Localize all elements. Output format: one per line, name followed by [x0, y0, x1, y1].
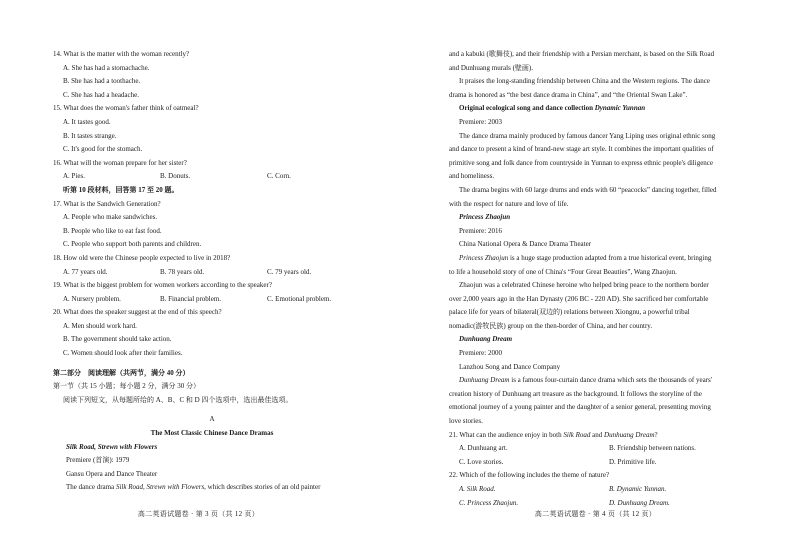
question-15: 15. What does the woman's father think of oatmeal? [53, 104, 199, 113]
option-15a: A. It tastes good. [63, 117, 111, 126]
text-line: nomadic(游牧民族) group on the then-border of China, and her country. [449, 321, 653, 330]
option-16a: A. Pies. [63, 172, 85, 181]
silk-road-paragraph [53, 481, 371, 495]
option-20a: A. Men should work hard. [63, 321, 137, 330]
section1-heading: 第一节（共 15 小题；每小题 2 分，满分 30 分） [53, 382, 200, 391]
question-19: 19. What is the biggest problem for women workers according to the speaker? [53, 281, 272, 290]
passage-label: A [209, 415, 215, 424]
option-18b: B. 78 years old. [160, 267, 205, 276]
question-14: 14. What is the matter with the woman recently? [53, 50, 190, 58]
heading-dunhuang-dream: Dunhuang Dream [459, 335, 513, 344]
italic-title: Silk Road, Strewn with Flowers [115, 483, 205, 492]
silk-road-premiere: Premiere (首演): 1979 [66, 456, 130, 465]
part2-heading: 第二部分 阅读理解（共两节，满分 40 分） [53, 368, 190, 377]
option-15b: B. It tastes strange. [63, 131, 117, 140]
option-21b: B. Friendship between nations. [609, 444, 696, 453]
passage-title: The Most Classic Chinese Dance Dramas [150, 429, 274, 438]
options-22ab [449, 483, 767, 497]
options-21ab [449, 442, 767, 456]
option-19c: C. Emotional problem. [267, 294, 332, 303]
princess-zhaojun-company: China National Opera & Dance Drama Theater [459, 240, 592, 249]
option-14a: A. She has had a stomachache. [63, 63, 150, 72]
italic-title: Dunhuang Dream [604, 430, 655, 439]
text-line [449, 374, 767, 388]
heading-silk-road: Silk Road, Strewn with Flowers [66, 442, 158, 451]
text-line: The dance drama mainly produced by famous dancer Yang Liping uses original ethnic song [459, 131, 716, 140]
option-18a: A. 77 years old. [63, 267, 108, 276]
left-column [53, 48, 371, 495]
italic-title: Princess Zhaojun [459, 253, 509, 262]
options-21cd [449, 456, 767, 470]
text-line: Zhaojun was a celebrated Chinese heroine who helped bring peace to the northern border [459, 281, 709, 290]
page-footer-right: 高二英语试题卷 · 第 4 页（共 12 页） [534, 510, 657, 518]
heading-dynamic-yunnan [449, 102, 767, 116]
text-line: to life a household story of one of China's “Four Great Beauties”, Wang Zhaojun. [449, 267, 677, 276]
text-run: , which describes stories of an old painter [204, 483, 321, 492]
text-line: It praises the long-standing friendship between China and the Western regions. The dance [459, 77, 710, 86]
option-21a: A. Dunhuang art. [459, 444, 508, 453]
option-15c: C. It's good for the stomach. [63, 145, 143, 154]
option-14b: B. She has had a toothache. [63, 77, 141, 86]
page-footer-left: 高二英语试题卷 · 第 3 页（共 12 页） [137, 510, 260, 518]
option-22d: D. Dunhuang Dream. [609, 498, 670, 507]
text-run: and [590, 430, 605, 439]
option-22a: A. Silk Road. [459, 485, 496, 493]
text-line: primitive song and folk dance from countryside in Yunnan to express ethnic people's diligence [449, 158, 714, 167]
option-20b: B. The government should take action. [63, 335, 172, 344]
reading-instruction: 阅读下列短文，从每题所给的 A、B、C 和 D 四个选项中，选出最佳选项。 [63, 395, 293, 404]
text-line: The drama begins with 60 large drums and ends with 60 “peacocks” dancing together, filled [459, 185, 717, 194]
options-16 [53, 170, 371, 184]
text-run: is a famous four-curtain dance drama which sets the thousands of years' [509, 376, 713, 385]
text-line: emotional journey of a young painter and the daughter of a senior general, presenting moving [449, 403, 711, 412]
text-run: 21. What can the audience enjoy in both [449, 430, 564, 439]
text-line: and Dunhuang murals (壁画). [449, 63, 533, 72]
heading-text: Original ecological song and dance collection [459, 104, 595, 113]
text-line: and a kabuki (歌舞伎), and their friendship with a Persian merchant, is based on the Silk Road [449, 50, 715, 58]
question-20: 20. What does the speaker suggest at the end of this speech? [53, 308, 222, 317]
text-run: ? [654, 430, 658, 439]
option-19b: B. Financial problem. [160, 294, 222, 303]
princess-zhaojun-premiere: Premiere: 2016 [459, 226, 502, 235]
option-22c: C. Princess Zhaojun. [459, 498, 519, 507]
text-run: is a huge stage production adapted from a true historical event, bringing [508, 253, 712, 262]
text-run: The dance drama [66, 483, 116, 492]
option-20c: C. Women should look after their families. [63, 349, 183, 358]
italic-title: Silk Road [563, 430, 591, 439]
option-16c: C. Corn. [267, 172, 291, 181]
heading-italic: Dynamic Yunnan [594, 104, 646, 113]
heading-princess-zhaojun: Princess Zhaojun [459, 213, 511, 222]
silk-road-company: Gansu Opera and Dance Theater [66, 469, 158, 478]
option-16b: B. Donuts. [160, 172, 191, 181]
text-line: palace life for years of bilateral(双边的) relations between Xiongnu, a powerful tribal [449, 308, 690, 317]
question-22: 22. Which of the following includes the theme of nature? [449, 471, 610, 480]
options-18 [53, 266, 371, 280]
option-19a: A. Nursery problem. [63, 294, 121, 303]
text-line: and dance to present a kind of brand-new stage art style. It combines the important qualities of [449, 145, 714, 154]
option-17a: A. People who make sandwiches. [63, 213, 158, 222]
option-18c: C. 79 years old. [267, 267, 312, 276]
question-21 [449, 429, 767, 443]
right-column [449, 48, 767, 510]
dynamic-yunnan-premiere: Premiere: 2003 [459, 117, 502, 126]
text-line: and homeliness. [449, 172, 495, 181]
option-22b: B. Dynamic Yunnan. [609, 485, 667, 493]
option-14c: C. She has had a headache. [63, 90, 139, 99]
text-line: drama is honored as “the best dance drama in China”, and “the Oriental Swan Lake”. [449, 90, 688, 99]
text-line: over 2,000 years ago in the Han Dynasty (206 BC - 220 AD). She sacrificed her comfortable [449, 294, 709, 303]
option-17b: B. People who like to eat fast food. [63, 226, 162, 235]
question-17: 17. What is the Sandwich Generation? [53, 199, 161, 208]
text-line [449, 252, 767, 266]
text-line: love stories. [449, 417, 483, 426]
question-16: 16. What will the woman prepare for her sister? [53, 158, 187, 167]
dunhuang-dream-premiere: Premiere: 2000 [459, 349, 502, 358]
option-21d: D. Primitive life. [609, 457, 657, 466]
option-17c: C. People who support both parents and children. [63, 240, 202, 249]
question-18: 18. How old were the Chinese people expected to live in 2018? [53, 253, 231, 262]
dunhuang-dream-company: Lanzhou Song and Dance Company [459, 362, 561, 371]
text-line: with the respect for nature and love of life. [449, 199, 569, 208]
right-page [397, 0, 794, 556]
option-21c: C. Love stories. [459, 457, 504, 466]
options-19 [53, 293, 371, 307]
text-line: creation history of Dunhuang art treasure as the background. It follows the storyline of the [449, 389, 702, 398]
italic-title: Dunhuang Dream [459, 376, 510, 385]
listening-instruction: 听第 10 段材料，回答第 17 至 20 题。 [63, 185, 179, 194]
